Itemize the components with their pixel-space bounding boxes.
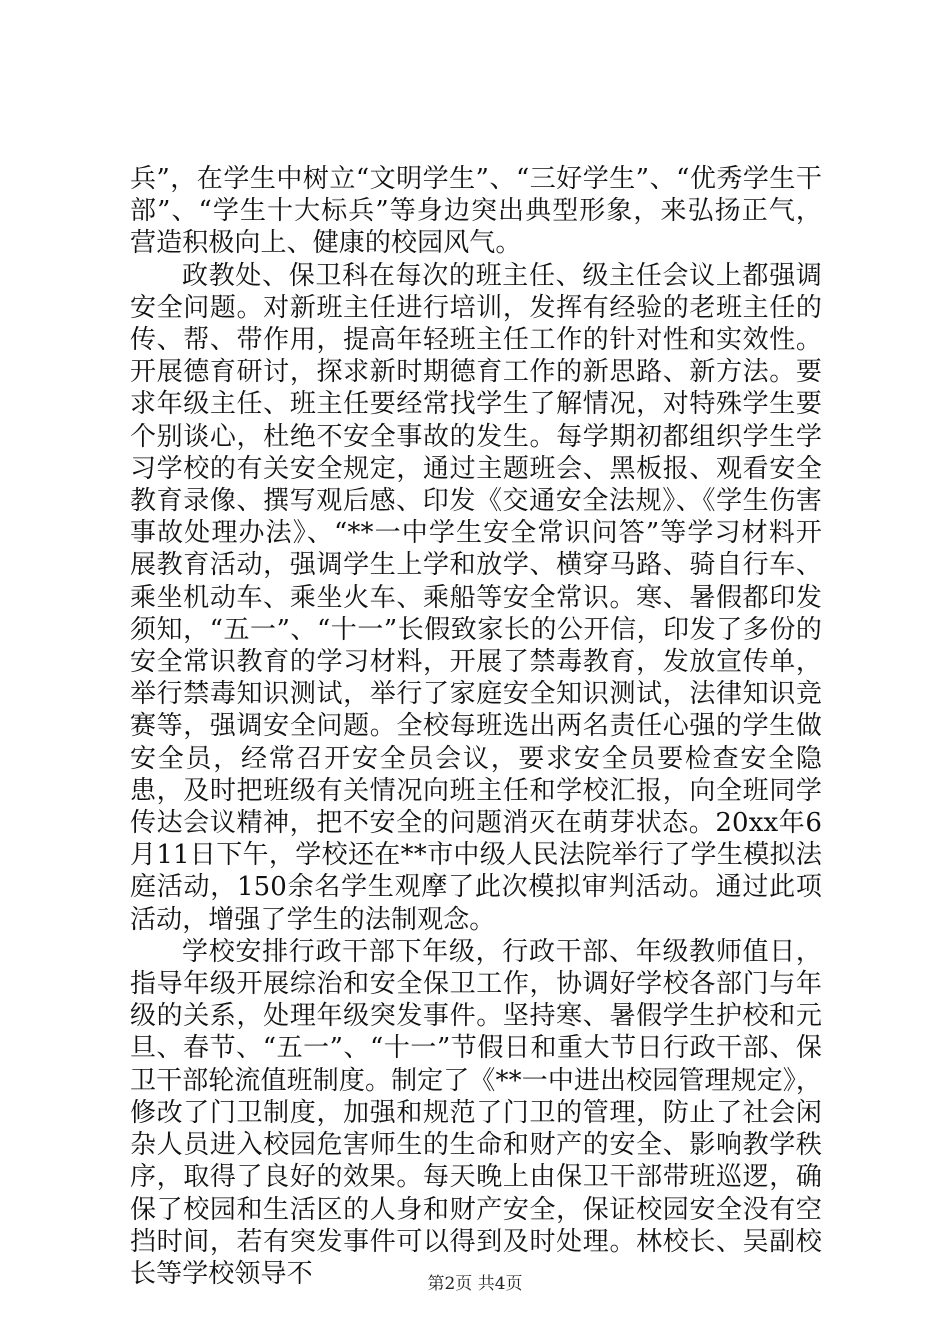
paragraph-safety-education: 政教处、保卫科在每次的班主任、级主任会议上都强调安全问题。对新班主任进行培训，发挥有经验的老班主任的传、帮、带作用，提高年轻班主任工作的针对性和实效性。开展德育研讨，探求新时期德育工作的新思路、新方法。要求年级主任、班主任要经常找学生了解情况，对特殊学生要个别谈心，杜绝不安全事故的发生。每学期初都组织学生学习学校的有关安全规定，通过主题班会、黑板报、观看安全教育录像、撰写观后感、印发《交通安全法规》、《学生伤害事故处理办法》、“**一中学生安全常识问答”等学习材料开展教育活动，强调学生上学和放学、横穿马路、骑自行车、乘坐机动车、乘坐火车、乘船等安全常识。寒、暑假都印发须知，“五一”、“十一”长假致家长的公开信，印发了多份的安全常识教育的学习材料，开展了禁毒教育，发放宣传单，举行禁毒知识测试，举行了家庭安全知识测试，法律知识竞赛等，强调安全问题。全校每班选出两名责任心强的学生做安全员，经常召开安全员会议，要求安全员要检查安全隐患，及时把班级有关情况向班主任和学校汇报，向全班同学传达会议精神，把不安全的问题消灭在萌芽状态。20xx年6月11日下午，学校还在**市中级人民法院举行了学生模拟法庭活动，150余名学生观摩了此次模拟审判活动。通过此项活动，增强了学生的法制观念。	[130, 260, 822, 935]
paragraph-continuation: 兵”，在学生中树立“文明学生”、“三好学生”、“优秀学生干部”、“学生十大标兵”等身边突出典型形象，来弘扬正气，营造积极向上、健康的校园风气。	[130, 164, 822, 259]
paragraph-campus-security: 学校安排行政干部下年级，行政干部、年级教师值日，指导年级开展综治和安全保卫工作，协调好学校各部门与年级的关系，处理年级突发事件。坚持寒、暑假学生护校和元旦、春节、“五一”、“十一”节假日和重大节日行政干部、保卫干部轮流值班制度。制定了《**一中进出校园管理规定》，修改了门卫制度，加强和规范了门卫的管理，防止了社会闲杂人员进入校园危害师生的生命和财产的安全、影响教学秩序，取得了良好的效果。每天晚上由保卫干部带班巡逻，确保了校园和生活区的人身和财产安全，保证校园安全没有空挡时间，若有突发事件可以得到及时处理。林校长、吴副校长等学校领导不	[130, 936, 822, 1289]
page-number-footer: 第2页 共4页	[427, 1274, 523, 1294]
document-body	[130, 163, 822, 1290]
